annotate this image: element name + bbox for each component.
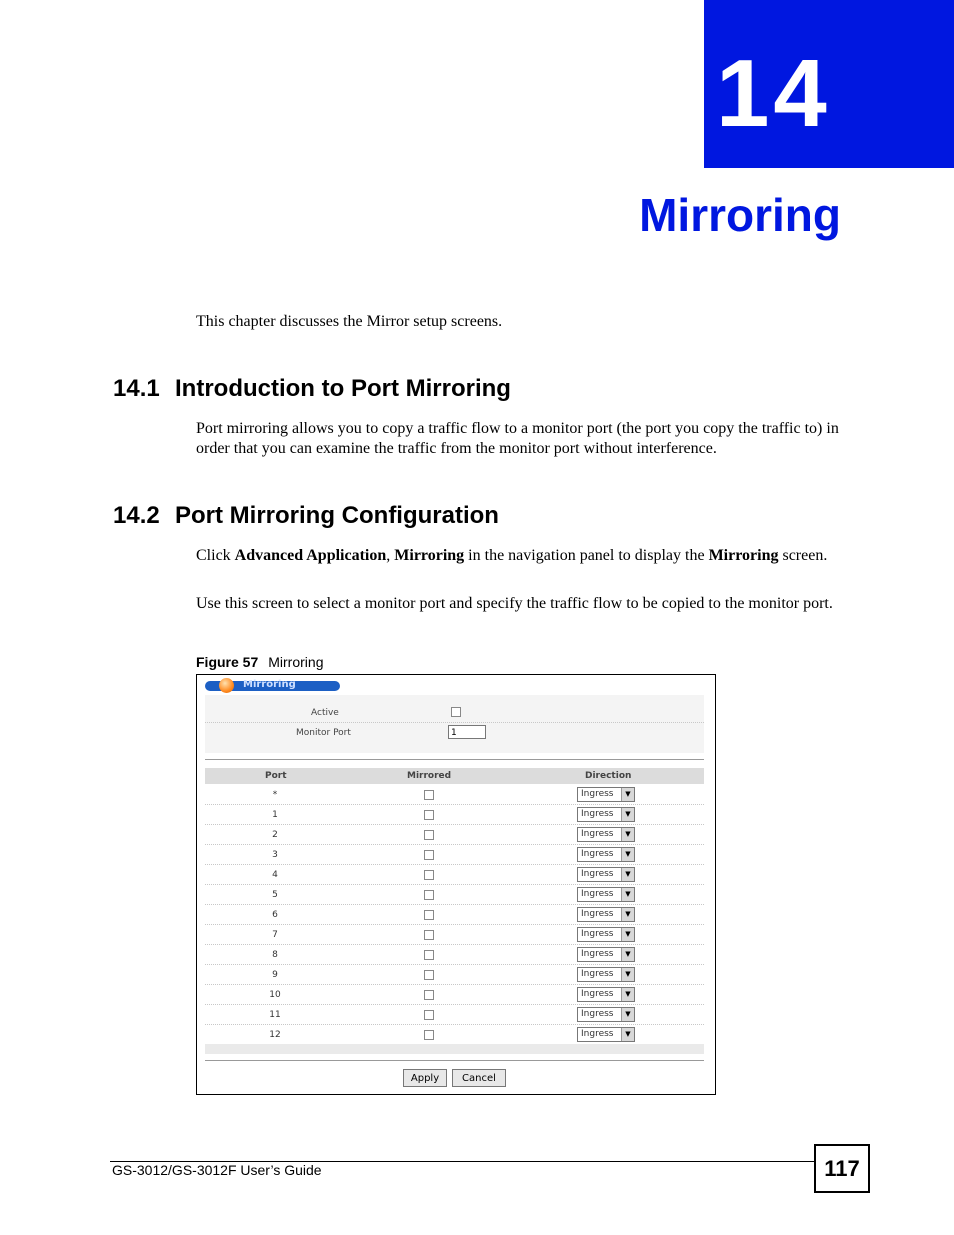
- divider: [205, 1060, 704, 1061]
- port-number: 10: [269, 990, 281, 1000]
- chevron-down-icon: ▼: [621, 1028, 634, 1041]
- text: Click: [196, 547, 235, 564]
- section-title: Introduction to Port Mirroring: [175, 375, 511, 402]
- table-footer: [205, 1044, 704, 1054]
- direction-select[interactable]: [577, 807, 635, 822]
- direction-column-header: Direction: [585, 771, 632, 781]
- text: screen.: [778, 547, 828, 564]
- section-2-paragraph-1: [196, 546, 846, 566]
- cancel-button[interactable]: Cancel: [452, 1069, 506, 1087]
- chevron-down-icon: ▼: [621, 1008, 634, 1021]
- active-checkbox[interactable]: [451, 707, 461, 717]
- table-header: [205, 768, 704, 784]
- chevron-down-icon: ▼: [621, 808, 634, 821]
- mirrored-checkbox[interactable]: [424, 810, 434, 820]
- direction-value: Ingress: [581, 989, 614, 999]
- screen-title-bar: [205, 681, 340, 691]
- section-heading-14-1: [113, 377, 511, 401]
- footer-guide-title: GS-3012/GS-3012F User’s Guide: [112, 1162, 322, 1178]
- direction-select[interactable]: [577, 867, 635, 882]
- table-row: [205, 1025, 704, 1045]
- mirrored-checkbox[interactable]: [424, 870, 434, 880]
- chevron-down-icon: ▼: [621, 908, 634, 921]
- bold-text: Advanced Application: [234, 547, 387, 564]
- bold-text: Mirroring: [708, 547, 779, 564]
- table-row: [205, 925, 704, 945]
- chapter-number: 14: [716, 40, 831, 147]
- port-column-header: Port: [265, 771, 287, 781]
- table-row: [205, 785, 704, 805]
- chevron-down-icon: ▼: [621, 928, 634, 941]
- mirrored-column-header: Mirrored: [407, 771, 452, 781]
- table-row: [205, 865, 704, 885]
- section-number: 14.2: [113, 502, 160, 529]
- figure-caption: [196, 654, 323, 670]
- direction-select[interactable]: [577, 847, 635, 862]
- direction-select[interactable]: [577, 927, 635, 942]
- figure-caption-text: Mirroring: [268, 654, 324, 670]
- intro-paragraph: This chapter discusses the Mirror setup screens.: [196, 313, 503, 330]
- table-row: [205, 965, 704, 985]
- direction-select[interactable]: [577, 907, 635, 922]
- direction-value: Ingress: [581, 869, 614, 879]
- direction-select[interactable]: [577, 1007, 635, 1022]
- port-number: 7: [272, 930, 278, 940]
- orb-icon: [219, 678, 234, 693]
- chevron-down-icon: ▼: [621, 988, 634, 1001]
- mirrored-checkbox[interactable]: [424, 850, 434, 860]
- table-row: [205, 885, 704, 905]
- port-number: 1: [272, 810, 278, 820]
- direction-value: Ingress: [581, 1029, 614, 1039]
- bold-text: Mirroring: [394, 547, 465, 564]
- apply-button[interactable]: Apply: [403, 1069, 447, 1087]
- port-number: 4: [272, 870, 278, 880]
- mirrored-checkbox[interactable]: [424, 1010, 434, 1020]
- direction-value: Ingress: [581, 909, 614, 919]
- port-number: 3: [272, 850, 278, 860]
- settings-panel: [205, 695, 704, 753]
- direction-select[interactable]: [577, 947, 635, 962]
- mirrored-checkbox[interactable]: [424, 830, 434, 840]
- monitor-port-label: Monitor Port: [296, 728, 351, 738]
- text: ,: [386, 547, 395, 564]
- port-number: 11: [269, 1010, 281, 1020]
- chevron-down-icon: ▼: [621, 968, 634, 981]
- mirrored-checkbox[interactable]: [424, 890, 434, 900]
- table-row: [205, 985, 704, 1005]
- chevron-down-icon: ▼: [621, 848, 634, 861]
- screen-title: Mirroring: [243, 679, 296, 690]
- port-number: 8: [272, 950, 278, 960]
- section-number: 14.1: [113, 375, 160, 402]
- direction-value: Ingress: [581, 829, 614, 839]
- port-number: 6: [272, 910, 278, 920]
- chevron-down-icon: ▼: [621, 788, 634, 801]
- port-number: 2: [272, 830, 278, 840]
- direction-select[interactable]: [577, 787, 635, 802]
- port-number: 5: [272, 890, 278, 900]
- chevron-down-icon: ▼: [621, 948, 634, 961]
- table-row: [205, 1005, 704, 1025]
- chapter-title: Mirroring: [639, 189, 841, 241]
- section-1-body: Port mirroring allows you to copy a traffic flow to a monitor port (the port you copy the traffic to) in order that you can examine the traffic from the monitor port without interference.: [196, 420, 839, 457]
- direction-select[interactable]: [577, 967, 635, 982]
- direction-value: Ingress: [581, 969, 614, 979]
- mirrored-checkbox[interactable]: [424, 910, 434, 920]
- section-2-paragraph-2: Use this screen to select a monitor port and specify the traffic flow to be copied to the monitor port.: [196, 595, 833, 612]
- port-number: *: [272, 790, 278, 800]
- mirrored-checkbox[interactable]: [424, 790, 434, 800]
- direction-value: Ingress: [581, 809, 614, 819]
- mirroring-screenshot: [196, 674, 716, 1095]
- table-row: [205, 845, 704, 865]
- mirrored-checkbox[interactable]: [424, 950, 434, 960]
- mirrored-checkbox[interactable]: [424, 990, 434, 1000]
- active-label: Active: [311, 708, 339, 718]
- direction-select[interactable]: [577, 827, 635, 842]
- direction-value: Ingress: [581, 889, 614, 899]
- direction-select[interactable]: [577, 887, 635, 902]
- page-number: 117: [814, 1144, 870, 1193]
- mirrored-checkbox[interactable]: [424, 1030, 434, 1040]
- chevron-down-icon: ▼: [621, 868, 634, 881]
- direction-value: Ingress: [581, 949, 614, 959]
- direction-select[interactable]: [577, 987, 635, 1002]
- direction-value: Ingress: [581, 1009, 614, 1019]
- text: in the navigation panel to display the: [464, 547, 709, 564]
- port-number: 12: [269, 1030, 281, 1040]
- chevron-down-icon: ▼: [621, 888, 634, 901]
- section-title: Port Mirroring Configuration: [175, 502, 499, 529]
- direction-value: Ingress: [581, 849, 614, 859]
- table-row: [205, 905, 704, 925]
- table-row: [205, 825, 704, 845]
- divider: [205, 759, 704, 760]
- monitor-port-input[interactable]: 1: [448, 725, 486, 739]
- port-number: 9: [272, 970, 278, 980]
- chevron-down-icon: ▼: [621, 828, 634, 841]
- mirrored-checkbox[interactable]: [424, 930, 434, 940]
- mirrored-checkbox[interactable]: [424, 970, 434, 980]
- table-row: [205, 945, 704, 965]
- direction-value: Ingress: [581, 929, 614, 939]
- section-heading-14-2: [113, 504, 499, 528]
- table-row: [205, 805, 704, 825]
- figure-label: Figure 57: [196, 654, 259, 670]
- direction-select[interactable]: [577, 1027, 635, 1042]
- direction-value: Ingress: [581, 789, 614, 799]
